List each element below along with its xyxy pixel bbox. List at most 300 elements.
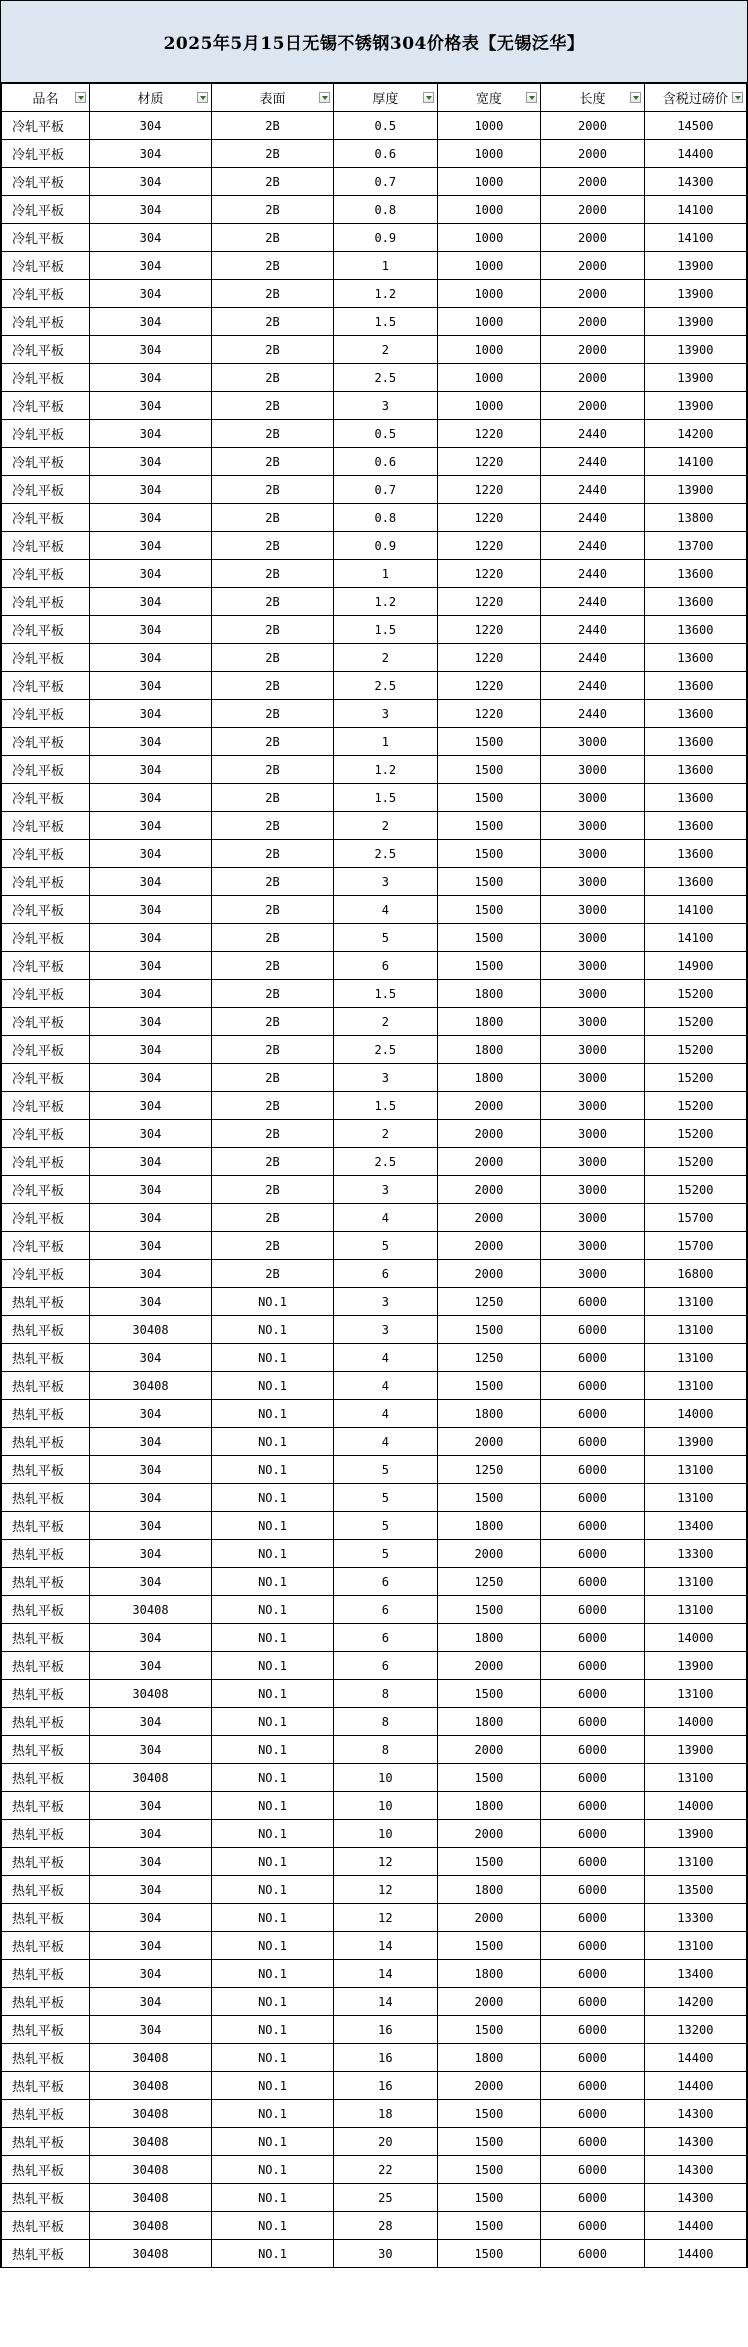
surface-cell[interactable]: NO.1 bbox=[212, 1708, 334, 1736]
thickness-cell[interactable]: 30 bbox=[334, 2240, 438, 2268]
material-cell[interactable]: 304 bbox=[89, 1988, 211, 2016]
product-cell[interactable]: 热轧平板 bbox=[2, 2016, 90, 2044]
surface-cell[interactable]: 2B bbox=[212, 868, 334, 896]
thickness-cell[interactable]: 5 bbox=[334, 1232, 438, 1260]
price-cell[interactable]: 14100 bbox=[644, 896, 746, 924]
material-cell[interactable]: 304 bbox=[89, 812, 211, 840]
price-cell[interactable]: 13700 bbox=[644, 532, 746, 560]
material-cell[interactable]: 304 bbox=[89, 1904, 211, 1932]
width-cell[interactable]: 1000 bbox=[437, 224, 541, 252]
thickness-cell[interactable]: 20 bbox=[334, 2128, 438, 2156]
filter-dropdown-icon[interactable] bbox=[75, 92, 86, 103]
length-cell[interactable]: 3000 bbox=[541, 1232, 645, 1260]
price-cell[interactable]: 13100 bbox=[644, 1288, 746, 1316]
width-cell[interactable]: 1500 bbox=[437, 2240, 541, 2268]
material-cell[interactable]: 304 bbox=[89, 224, 211, 252]
length-cell[interactable]: 2440 bbox=[541, 672, 645, 700]
product-cell[interactable]: 热轧平板 bbox=[2, 1568, 90, 1596]
length-cell[interactable]: 3000 bbox=[541, 1008, 645, 1036]
price-cell[interactable]: 13300 bbox=[644, 1540, 746, 1568]
price-cell[interactable]: 13900 bbox=[644, 1820, 746, 1848]
product-cell[interactable]: 热轧平板 bbox=[2, 1680, 90, 1708]
thickness-cell[interactable]: 0.8 bbox=[334, 504, 438, 532]
price-cell[interactable]: 14100 bbox=[644, 196, 746, 224]
width-cell[interactable]: 1250 bbox=[437, 1344, 541, 1372]
material-cell[interactable]: 304 bbox=[89, 2016, 211, 2044]
material-cell[interactable]: 304 bbox=[89, 504, 211, 532]
length-cell[interactable]: 3000 bbox=[541, 1260, 645, 1288]
length-cell[interactable]: 6000 bbox=[541, 1400, 645, 1428]
width-cell[interactable]: 1220 bbox=[437, 532, 541, 560]
surface-cell[interactable]: 2B bbox=[212, 504, 334, 532]
width-cell[interactable]: 1000 bbox=[437, 168, 541, 196]
width-cell[interactable]: 1800 bbox=[437, 1960, 541, 1988]
length-cell[interactable]: 6000 bbox=[541, 1540, 645, 1568]
product-cell[interactable]: 冷轧平板 bbox=[2, 532, 90, 560]
length-cell[interactable]: 6000 bbox=[541, 1456, 645, 1484]
material-cell[interactable]: 304 bbox=[89, 1120, 211, 1148]
thickness-cell[interactable]: 1.5 bbox=[334, 308, 438, 336]
filter-dropdown-icon[interactable] bbox=[423, 92, 434, 103]
surface-cell[interactable]: NO.1 bbox=[212, 1680, 334, 1708]
product-cell[interactable]: 冷轧平板 bbox=[2, 896, 90, 924]
width-cell[interactable]: 1500 bbox=[437, 1680, 541, 1708]
material-cell[interactable]: 304 bbox=[89, 1008, 211, 1036]
length-cell[interactable]: 6000 bbox=[541, 1820, 645, 1848]
product-cell[interactable]: 热轧平板 bbox=[2, 1512, 90, 1540]
length-cell[interactable]: 6000 bbox=[541, 1288, 645, 1316]
surface-cell[interactable]: 2B bbox=[212, 1148, 334, 1176]
surface-cell[interactable]: 2B bbox=[212, 756, 334, 784]
product-cell[interactable]: 冷轧平板 bbox=[2, 588, 90, 616]
surface-cell[interactable]: 2B bbox=[212, 476, 334, 504]
surface-cell[interactable]: 2B bbox=[212, 1204, 334, 1232]
thickness-cell[interactable]: 3 bbox=[334, 392, 438, 420]
price-cell[interactable]: 13900 bbox=[644, 280, 746, 308]
material-cell[interactable]: 304 bbox=[89, 896, 211, 924]
length-cell[interactable]: 6000 bbox=[541, 1792, 645, 1820]
material-cell[interactable]: 30408 bbox=[89, 1372, 211, 1400]
width-cell[interactable]: 1220 bbox=[437, 588, 541, 616]
price-cell[interactable]: 14100 bbox=[644, 448, 746, 476]
surface-cell[interactable]: 2B bbox=[212, 616, 334, 644]
column-header-price[interactable]: 含税过磅价 bbox=[644, 84, 746, 112]
thickness-cell[interactable]: 4 bbox=[334, 1204, 438, 1232]
material-cell[interactable]: 304 bbox=[89, 1568, 211, 1596]
surface-cell[interactable]: NO.1 bbox=[212, 2156, 334, 2184]
width-cell[interactable]: 1500 bbox=[437, 2212, 541, 2240]
thickness-cell[interactable]: 4 bbox=[334, 1428, 438, 1456]
surface-cell[interactable]: 2B bbox=[212, 420, 334, 448]
material-cell[interactable]: 304 bbox=[89, 1092, 211, 1120]
price-cell[interactable]: 13100 bbox=[644, 1932, 746, 1960]
thickness-cell[interactable]: 1 bbox=[334, 728, 438, 756]
thickness-cell[interactable]: 2.5 bbox=[334, 1148, 438, 1176]
width-cell[interactable]: 2000 bbox=[437, 1820, 541, 1848]
surface-cell[interactable]: NO.1 bbox=[212, 1904, 334, 1932]
product-cell[interactable]: 冷轧平板 bbox=[2, 1260, 90, 1288]
material-cell[interactable]: 304 bbox=[89, 560, 211, 588]
material-cell[interactable]: 304 bbox=[89, 1960, 211, 1988]
width-cell[interactable]: 2000 bbox=[437, 1204, 541, 1232]
thickness-cell[interactable]: 3 bbox=[334, 1288, 438, 1316]
length-cell[interactable]: 6000 bbox=[541, 2044, 645, 2072]
product-cell[interactable]: 冷轧平板 bbox=[2, 336, 90, 364]
thickness-cell[interactable]: 3 bbox=[334, 868, 438, 896]
product-cell[interactable]: 冷轧平板 bbox=[2, 280, 90, 308]
product-cell[interactable]: 热轧平板 bbox=[2, 1288, 90, 1316]
thickness-cell[interactable]: 0.9 bbox=[334, 224, 438, 252]
material-cell[interactable]: 30408 bbox=[89, 1764, 211, 1792]
length-cell[interactable]: 2000 bbox=[541, 280, 645, 308]
price-cell[interactable]: 13100 bbox=[644, 1484, 746, 1512]
price-cell[interactable]: 13600 bbox=[644, 588, 746, 616]
width-cell[interactable]: 1500 bbox=[437, 2100, 541, 2128]
thickness-cell[interactable]: 2.5 bbox=[334, 1036, 438, 1064]
product-cell[interactable]: 热轧平板 bbox=[2, 2044, 90, 2072]
price-cell[interactable]: 13400 bbox=[644, 1512, 746, 1540]
product-cell[interactable]: 冷轧平板 bbox=[2, 1036, 90, 1064]
thickness-cell[interactable]: 2 bbox=[334, 336, 438, 364]
material-cell[interactable]: 304 bbox=[89, 392, 211, 420]
material-cell[interactable]: 304 bbox=[89, 980, 211, 1008]
product-cell[interactable]: 热轧平板 bbox=[2, 1624, 90, 1652]
price-cell[interactable]: 13900 bbox=[644, 392, 746, 420]
width-cell[interactable]: 1500 bbox=[437, 1484, 541, 1512]
material-cell[interactable]: 304 bbox=[89, 644, 211, 672]
material-cell[interactable]: 30408 bbox=[89, 2240, 211, 2268]
length-cell[interactable]: 2000 bbox=[541, 224, 645, 252]
price-cell[interactable]: 13900 bbox=[644, 308, 746, 336]
surface-cell[interactable]: NO.1 bbox=[212, 1540, 334, 1568]
length-cell[interactable]: 6000 bbox=[541, 2100, 645, 2128]
product-cell[interactable]: 冷轧平板 bbox=[2, 728, 90, 756]
product-cell[interactable]: 冷轧平板 bbox=[2, 644, 90, 672]
length-cell[interactable]: 2000 bbox=[541, 252, 645, 280]
price-cell[interactable]: 14300 bbox=[644, 168, 746, 196]
price-cell[interactable]: 14100 bbox=[644, 924, 746, 952]
length-cell[interactable]: 3000 bbox=[541, 924, 645, 952]
thickness-cell[interactable]: 2 bbox=[334, 1120, 438, 1148]
thickness-cell[interactable]: 2.5 bbox=[334, 672, 438, 700]
surface-cell[interactable]: 2B bbox=[212, 1064, 334, 1092]
material-cell[interactable]: 304 bbox=[89, 1176, 211, 1204]
width-cell[interactable]: 2000 bbox=[437, 1176, 541, 1204]
price-cell[interactable]: 13600 bbox=[644, 644, 746, 672]
price-cell[interactable]: 13600 bbox=[644, 840, 746, 868]
thickness-cell[interactable]: 4 bbox=[334, 896, 438, 924]
product-cell[interactable]: 热轧平板 bbox=[2, 1820, 90, 1848]
thickness-cell[interactable]: 16 bbox=[334, 2072, 438, 2100]
length-cell[interactable]: 2440 bbox=[541, 448, 645, 476]
length-cell[interactable]: 6000 bbox=[541, 2156, 645, 2184]
thickness-cell[interactable]: 6 bbox=[334, 952, 438, 980]
surface-cell[interactable]: NO.1 bbox=[212, 2016, 334, 2044]
thickness-cell[interactable]: 1.2 bbox=[334, 588, 438, 616]
thickness-cell[interactable]: 1.5 bbox=[334, 616, 438, 644]
length-cell[interactable]: 6000 bbox=[541, 2128, 645, 2156]
product-cell[interactable]: 热轧平板 bbox=[2, 1960, 90, 1988]
column-header-product[interactable]: 品名 bbox=[2, 84, 90, 112]
product-cell[interactable]: 冷轧平板 bbox=[2, 112, 90, 140]
length-cell[interactable]: 2000 bbox=[541, 336, 645, 364]
surface-cell[interactable]: NO.1 bbox=[212, 1484, 334, 1512]
width-cell[interactable]: 1500 bbox=[437, 2184, 541, 2212]
surface-cell[interactable]: 2B bbox=[212, 364, 334, 392]
price-cell[interactable]: 13600 bbox=[644, 616, 746, 644]
product-cell[interactable]: 热轧平板 bbox=[2, 2184, 90, 2212]
surface-cell[interactable]: NO.1 bbox=[212, 2184, 334, 2212]
surface-cell[interactable]: 2B bbox=[212, 168, 334, 196]
price-cell[interactable]: 15200 bbox=[644, 1092, 746, 1120]
material-cell[interactable]: 304 bbox=[89, 364, 211, 392]
width-cell[interactable]: 1220 bbox=[437, 420, 541, 448]
thickness-cell[interactable]: 5 bbox=[334, 924, 438, 952]
price-cell[interactable]: 13100 bbox=[644, 1344, 746, 1372]
product-cell[interactable]: 冷轧平板 bbox=[2, 448, 90, 476]
width-cell[interactable]: 1220 bbox=[437, 672, 541, 700]
product-cell[interactable]: 热轧平板 bbox=[2, 1876, 90, 1904]
surface-cell[interactable]: 2B bbox=[212, 1232, 334, 1260]
surface-cell[interactable]: 2B bbox=[212, 784, 334, 812]
thickness-cell[interactable]: 0.9 bbox=[334, 532, 438, 560]
surface-cell[interactable]: NO.1 bbox=[212, 1596, 334, 1624]
product-cell[interactable]: 冷轧平板 bbox=[2, 364, 90, 392]
material-cell[interactable]: 304 bbox=[89, 1344, 211, 1372]
product-cell[interactable]: 冷轧平板 bbox=[2, 868, 90, 896]
width-cell[interactable]: 1000 bbox=[437, 364, 541, 392]
length-cell[interactable]: 3000 bbox=[541, 756, 645, 784]
thickness-cell[interactable]: 0.7 bbox=[334, 168, 438, 196]
width-cell[interactable]: 1000 bbox=[437, 196, 541, 224]
product-cell[interactable]: 冷轧平板 bbox=[2, 1092, 90, 1120]
width-cell[interactable]: 1000 bbox=[437, 392, 541, 420]
length-cell[interactable]: 6000 bbox=[541, 1708, 645, 1736]
product-cell[interactable]: 热轧平板 bbox=[2, 1932, 90, 1960]
price-cell[interactable]: 13500 bbox=[644, 1876, 746, 1904]
material-cell[interactable]: 304 bbox=[89, 1148, 211, 1176]
width-cell[interactable]: 2000 bbox=[437, 1904, 541, 1932]
thickness-cell[interactable]: 6 bbox=[334, 1624, 438, 1652]
length-cell[interactable]: 3000 bbox=[541, 1092, 645, 1120]
surface-cell[interactable]: 2B bbox=[212, 1092, 334, 1120]
column-header-material[interactable]: 材质 bbox=[89, 84, 211, 112]
surface-cell[interactable]: 2B bbox=[212, 1176, 334, 1204]
width-cell[interactable]: 1500 bbox=[437, 896, 541, 924]
width-cell[interactable]: 1800 bbox=[437, 1792, 541, 1820]
product-cell[interactable]: 冷轧平板 bbox=[2, 1176, 90, 1204]
product-cell[interactable]: 冷轧平板 bbox=[2, 952, 90, 980]
surface-cell[interactable]: 2B bbox=[212, 224, 334, 252]
width-cell[interactable]: 1500 bbox=[437, 1372, 541, 1400]
product-cell[interactable]: 热轧平板 bbox=[2, 1988, 90, 2016]
product-cell[interactable]: 热轧平板 bbox=[2, 1540, 90, 1568]
width-cell[interactable]: 1800 bbox=[437, 980, 541, 1008]
price-cell[interactable]: 13600 bbox=[644, 672, 746, 700]
length-cell[interactable]: 6000 bbox=[541, 2016, 645, 2044]
product-cell[interactable]: 热轧平板 bbox=[2, 1344, 90, 1372]
surface-cell[interactable]: 2B bbox=[212, 700, 334, 728]
product-cell[interactable]: 热轧平板 bbox=[2, 1484, 90, 1512]
width-cell[interactable]: 1250 bbox=[437, 1288, 541, 1316]
material-cell[interactable]: 304 bbox=[89, 1736, 211, 1764]
length-cell[interactable]: 6000 bbox=[541, 1680, 645, 1708]
thickness-cell[interactable]: 18 bbox=[334, 2100, 438, 2128]
material-cell[interactable]: 304 bbox=[89, 252, 211, 280]
product-cell[interactable]: 热轧平板 bbox=[2, 2128, 90, 2156]
thickness-cell[interactable]: 3 bbox=[334, 1176, 438, 1204]
material-cell[interactable]: 304 bbox=[89, 1792, 211, 1820]
material-cell[interactable]: 30408 bbox=[89, 2072, 211, 2100]
price-cell[interactable]: 13900 bbox=[644, 364, 746, 392]
surface-cell[interactable]: NO.1 bbox=[212, 1428, 334, 1456]
price-cell[interactable]: 13900 bbox=[644, 252, 746, 280]
length-cell[interactable]: 2000 bbox=[541, 392, 645, 420]
surface-cell[interactable]: NO.1 bbox=[212, 2212, 334, 2240]
price-cell[interactable]: 14200 bbox=[644, 420, 746, 448]
length-cell[interactable]: 6000 bbox=[541, 1596, 645, 1624]
product-cell[interactable]: 冷轧平板 bbox=[2, 1204, 90, 1232]
price-cell[interactable]: 13600 bbox=[644, 756, 746, 784]
price-cell[interactable]: 13800 bbox=[644, 504, 746, 532]
thickness-cell[interactable]: 8 bbox=[334, 1708, 438, 1736]
price-cell[interactable]: 13900 bbox=[644, 476, 746, 504]
surface-cell[interactable]: 2B bbox=[212, 1260, 334, 1288]
price-cell[interactable]: 14000 bbox=[644, 1624, 746, 1652]
length-cell[interactable]: 3000 bbox=[541, 1204, 645, 1232]
price-cell[interactable]: 14400 bbox=[644, 2212, 746, 2240]
price-cell[interactable]: 13600 bbox=[644, 868, 746, 896]
material-cell[interactable]: 304 bbox=[89, 1456, 211, 1484]
length-cell[interactable]: 2440 bbox=[541, 616, 645, 644]
surface-cell[interactable]: 2B bbox=[212, 252, 334, 280]
price-cell[interactable]: 14100 bbox=[644, 224, 746, 252]
width-cell[interactable]: 1500 bbox=[437, 1596, 541, 1624]
length-cell[interactable]: 6000 bbox=[541, 1344, 645, 1372]
surface-cell[interactable]: NO.1 bbox=[212, 1344, 334, 1372]
price-cell[interactable]: 13400 bbox=[644, 1960, 746, 1988]
width-cell[interactable]: 1220 bbox=[437, 700, 541, 728]
surface-cell[interactable]: NO.1 bbox=[212, 1288, 334, 1316]
length-cell[interactable]: 3000 bbox=[541, 1036, 645, 1064]
price-cell[interactable]: 15200 bbox=[644, 980, 746, 1008]
material-cell[interactable]: 304 bbox=[89, 868, 211, 896]
surface-cell[interactable]: NO.1 bbox=[212, 1456, 334, 1484]
product-cell[interactable]: 热轧平板 bbox=[2, 1400, 90, 1428]
price-cell[interactable]: 13900 bbox=[644, 336, 746, 364]
width-cell[interactable]: 1220 bbox=[437, 448, 541, 476]
product-cell[interactable]: 热轧平板 bbox=[2, 1792, 90, 1820]
length-cell[interactable]: 3000 bbox=[541, 980, 645, 1008]
length-cell[interactable]: 6000 bbox=[541, 1624, 645, 1652]
surface-cell[interactable]: 2B bbox=[212, 112, 334, 140]
thickness-cell[interactable]: 6 bbox=[334, 1596, 438, 1624]
material-cell[interactable]: 304 bbox=[89, 1036, 211, 1064]
product-cell[interactable]: 冷轧平板 bbox=[2, 476, 90, 504]
price-cell[interactable]: 13100 bbox=[644, 1680, 746, 1708]
thickness-cell[interactable]: 16 bbox=[334, 2016, 438, 2044]
product-cell[interactable]: 热轧平板 bbox=[2, 1456, 90, 1484]
surface-cell[interactable]: NO.1 bbox=[212, 1876, 334, 1904]
length-cell[interactable]: 6000 bbox=[541, 1428, 645, 1456]
width-cell[interactable]: 1500 bbox=[437, 1848, 541, 1876]
width-cell[interactable]: 1800 bbox=[437, 1876, 541, 1904]
product-cell[interactable]: 热轧平板 bbox=[2, 1736, 90, 1764]
thickness-cell[interactable]: 4 bbox=[334, 1372, 438, 1400]
thickness-cell[interactable]: 16 bbox=[334, 2044, 438, 2072]
surface-cell[interactable]: NO.1 bbox=[212, 1764, 334, 1792]
width-cell[interactable]: 1250 bbox=[437, 1456, 541, 1484]
surface-cell[interactable]: 2B bbox=[212, 1120, 334, 1148]
surface-cell[interactable]: NO.1 bbox=[212, 2072, 334, 2100]
product-cell[interactable]: 冷轧平板 bbox=[2, 504, 90, 532]
product-cell[interactable]: 热轧平板 bbox=[2, 1764, 90, 1792]
price-cell[interactable]: 14300 bbox=[644, 2100, 746, 2128]
material-cell[interactable]: 304 bbox=[89, 840, 211, 868]
price-cell[interactable]: 15700 bbox=[644, 1204, 746, 1232]
length-cell[interactable]: 6000 bbox=[541, 2240, 645, 2268]
width-cell[interactable]: 1000 bbox=[437, 112, 541, 140]
material-cell[interactable]: 30408 bbox=[89, 2128, 211, 2156]
product-cell[interactable]: 冷轧平板 bbox=[2, 700, 90, 728]
material-cell[interactable]: 304 bbox=[89, 672, 211, 700]
thickness-cell[interactable]: 8 bbox=[334, 1680, 438, 1708]
thickness-cell[interactable]: 0.6 bbox=[334, 448, 438, 476]
price-cell[interactable]: 14400 bbox=[644, 2072, 746, 2100]
length-cell[interactable]: 6000 bbox=[541, 1484, 645, 1512]
material-cell[interactable]: 30408 bbox=[89, 2212, 211, 2240]
thickness-cell[interactable]: 3 bbox=[334, 700, 438, 728]
thickness-cell[interactable]: 0.8 bbox=[334, 196, 438, 224]
product-cell[interactable]: 热轧平板 bbox=[2, 1372, 90, 1400]
material-cell[interactable]: 304 bbox=[89, 196, 211, 224]
price-cell[interactable]: 16800 bbox=[644, 1260, 746, 1288]
product-cell[interactable]: 热轧平板 bbox=[2, 1652, 90, 1680]
product-cell[interactable]: 热轧平板 bbox=[2, 1708, 90, 1736]
length-cell[interactable]: 3000 bbox=[541, 784, 645, 812]
material-cell[interactable]: 30408 bbox=[89, 2044, 211, 2072]
material-cell[interactable]: 30408 bbox=[89, 1316, 211, 1344]
product-cell[interactable]: 冷轧平板 bbox=[2, 392, 90, 420]
width-cell[interactable]: 1220 bbox=[437, 504, 541, 532]
product-cell[interactable]: 冷轧平板 bbox=[2, 812, 90, 840]
length-cell[interactable]: 6000 bbox=[541, 1764, 645, 1792]
surface-cell[interactable]: 2B bbox=[212, 1008, 334, 1036]
material-cell[interactable]: 304 bbox=[89, 336, 211, 364]
product-cell[interactable]: 热轧平板 bbox=[2, 1904, 90, 1932]
product-cell[interactable]: 冷轧平板 bbox=[2, 140, 90, 168]
surface-cell[interactable]: 2B bbox=[212, 644, 334, 672]
price-cell[interactable]: 13100 bbox=[644, 1848, 746, 1876]
length-cell[interactable]: 6000 bbox=[541, 1512, 645, 1540]
length-cell[interactable]: 2000 bbox=[541, 196, 645, 224]
material-cell[interactable]: 304 bbox=[89, 1540, 211, 1568]
material-cell[interactable]: 304 bbox=[89, 140, 211, 168]
length-cell[interactable]: 6000 bbox=[541, 1316, 645, 1344]
surface-cell[interactable]: NO.1 bbox=[212, 1400, 334, 1428]
price-cell[interactable]: 13900 bbox=[644, 1652, 746, 1680]
column-header-length[interactable]: 长度 bbox=[541, 84, 645, 112]
surface-cell[interactable]: NO.1 bbox=[212, 1792, 334, 1820]
length-cell[interactable]: 2440 bbox=[541, 420, 645, 448]
length-cell[interactable]: 2000 bbox=[541, 168, 645, 196]
width-cell[interactable]: 1800 bbox=[437, 1064, 541, 1092]
length-cell[interactable]: 2440 bbox=[541, 560, 645, 588]
product-cell[interactable]: 热轧平板 bbox=[2, 1428, 90, 1456]
width-cell[interactable]: 1500 bbox=[437, 784, 541, 812]
surface-cell[interactable]: 2B bbox=[212, 672, 334, 700]
length-cell[interactable]: 6000 bbox=[541, 1736, 645, 1764]
